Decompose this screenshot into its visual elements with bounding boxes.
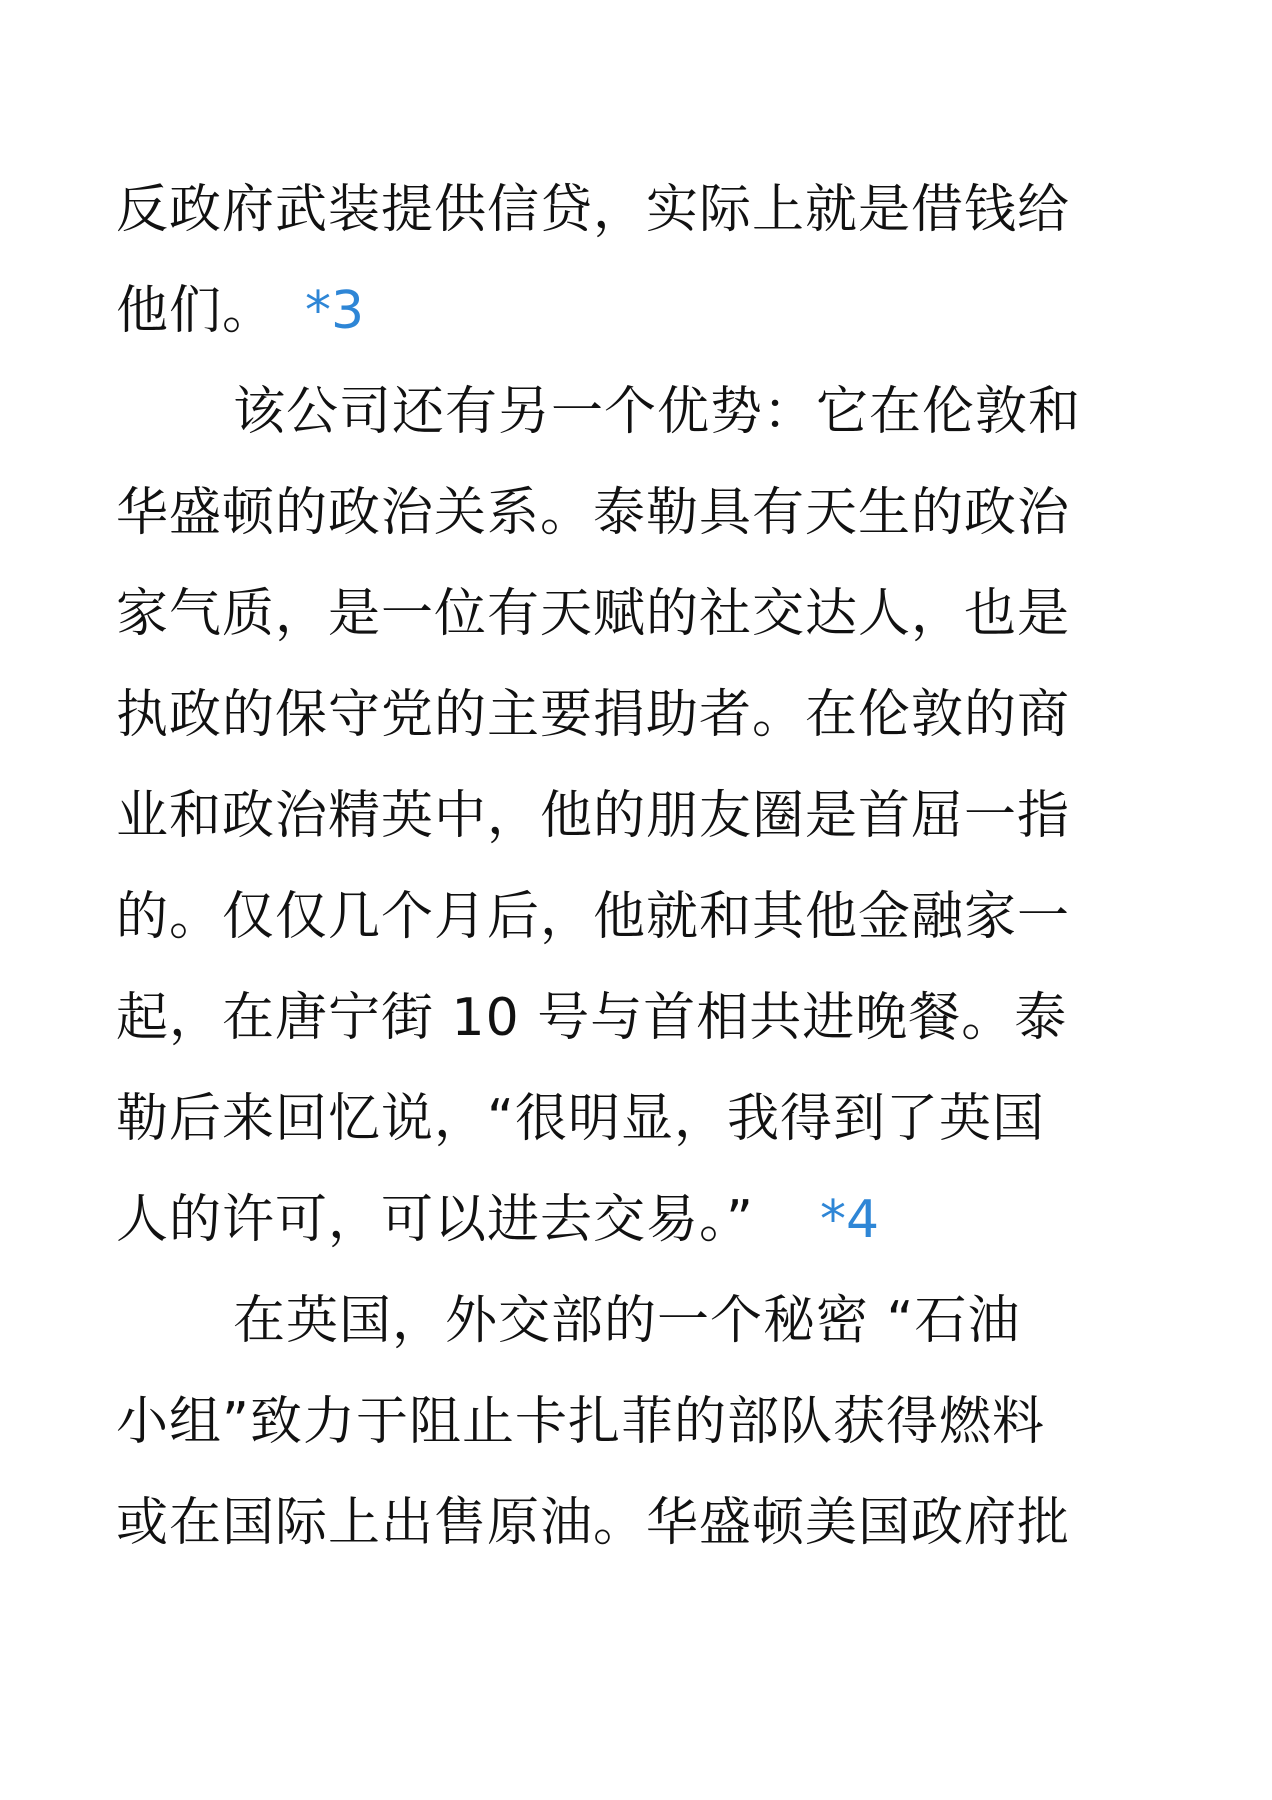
text-line: 起，在唐宁街 10 号与首相共进晚餐。泰 — [116, 988, 1068, 1048]
text-line — [116, 1170, 1166, 1271]
text-line: 在英国，外交部的一个秘密 “石油 — [233, 1291, 1021, 1351]
text-line: 的。仅仅几个月后，他就和其他金融家一 — [116, 887, 1071, 947]
text-line: 业和政治精英中，他的朋友圈是首屈一指 — [116, 786, 1071, 846]
text-line: 华盛顿的政治关系。泰勒具有天生的政治 — [116, 483, 1071, 543]
text-line — [116, 261, 1166, 362]
text-line: 家气质，是一位有天赋的社交达人，也是 — [116, 584, 1071, 644]
footnote-reference[interactable]: *3 — [305, 281, 365, 341]
text-line: 反政府武装提供信贷，实际上就是借钱给 — [116, 180, 1071, 240]
text-line: 勒后来回忆说，“很明显，我得到了英国 — [116, 1089, 1045, 1149]
text-line: 小组”致力于阻止卡扎菲的部队获得燃料 — [116, 1392, 1045, 1452]
text-line: 或在国际上出售原油。华盛顿美国政府批 — [116, 1493, 1071, 1553]
footnote-reference[interactable]: *4 — [819, 1190, 880, 1250]
text-line-content: 他们。 — [116, 281, 276, 341]
text-line: 该公司还有另一个优势：它在伦敦和 — [233, 382, 1082, 442]
text-line: 执政的保守党的主要捐助者。在伦敦的商 — [116, 685, 1071, 745]
body-text — [116, 160, 1166, 1574]
text-line-content: 人的许可，可以进去交易。” — [116, 1190, 754, 1250]
